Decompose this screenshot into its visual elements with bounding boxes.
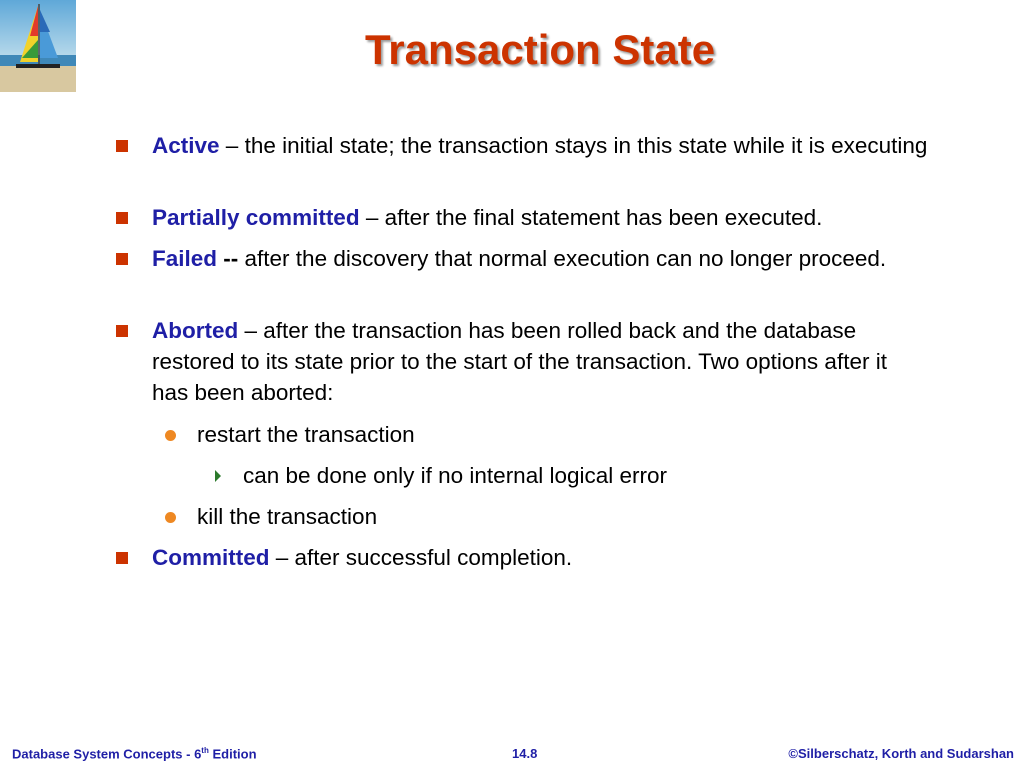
list-item: [152, 202, 952, 233]
list-item: [152, 315, 892, 408]
bullet-square-icon: [116, 552, 128, 564]
item-separator: --: [217, 246, 239, 271]
list-item: [152, 542, 952, 573]
sub-list-item: restart the transaction: [197, 422, 415, 447]
bullet-dot-icon: [165, 512, 176, 523]
item-text: – after the transaction has been rolled back and the database restored to its state prior to the start of the transaction. Two options after it has been aborted:: [152, 318, 887, 405]
item-text: after the discovery that normal execution can no longer proceed.: [238, 246, 887, 271]
list-item: [152, 243, 892, 274]
footer-copyright: ©Silberschatz, Korth and Sudarshan: [788, 746, 1014, 761]
item-text: – the initial state; the transaction stays in this state while it is executing: [219, 133, 928, 158]
sub-list-item: kill the transaction: [197, 504, 378, 529]
bullet-square-icon: [116, 325, 128, 337]
item-keyword: Active: [152, 133, 220, 158]
bullet-square-icon: [116, 212, 128, 224]
footer-edition: Edition: [208, 746, 257, 762]
bullet-square-icon: [116, 253, 128, 265]
bullet-dot-icon: [165, 430, 176, 441]
bullet-square-icon: [116, 140, 128, 152]
item-keyword: Partially committed: [152, 205, 360, 230]
item-text: – after the final statement has been executed.: [359, 205, 823, 230]
arrow-bullet-icon: [215, 470, 221, 482]
sub-sub-list-item: can be done only if no internal logical error: [243, 463, 668, 488]
footer-edition-sup: th: [201, 746, 209, 755]
footer-left: [12, 746, 257, 761]
item-keyword: Failed: [152, 246, 218, 271]
item-text: – after successful completion.: [269, 545, 573, 570]
item-keyword: Committed: [152, 545, 270, 570]
item-keyword: Aborted: [152, 318, 239, 343]
slide-title: Transaction State: [364, 26, 716, 73]
footer-book-title: Database System Concepts - 6: [12, 746, 202, 762]
list-item: [152, 130, 952, 161]
footer-page-number: 14.8: [512, 746, 538, 761]
